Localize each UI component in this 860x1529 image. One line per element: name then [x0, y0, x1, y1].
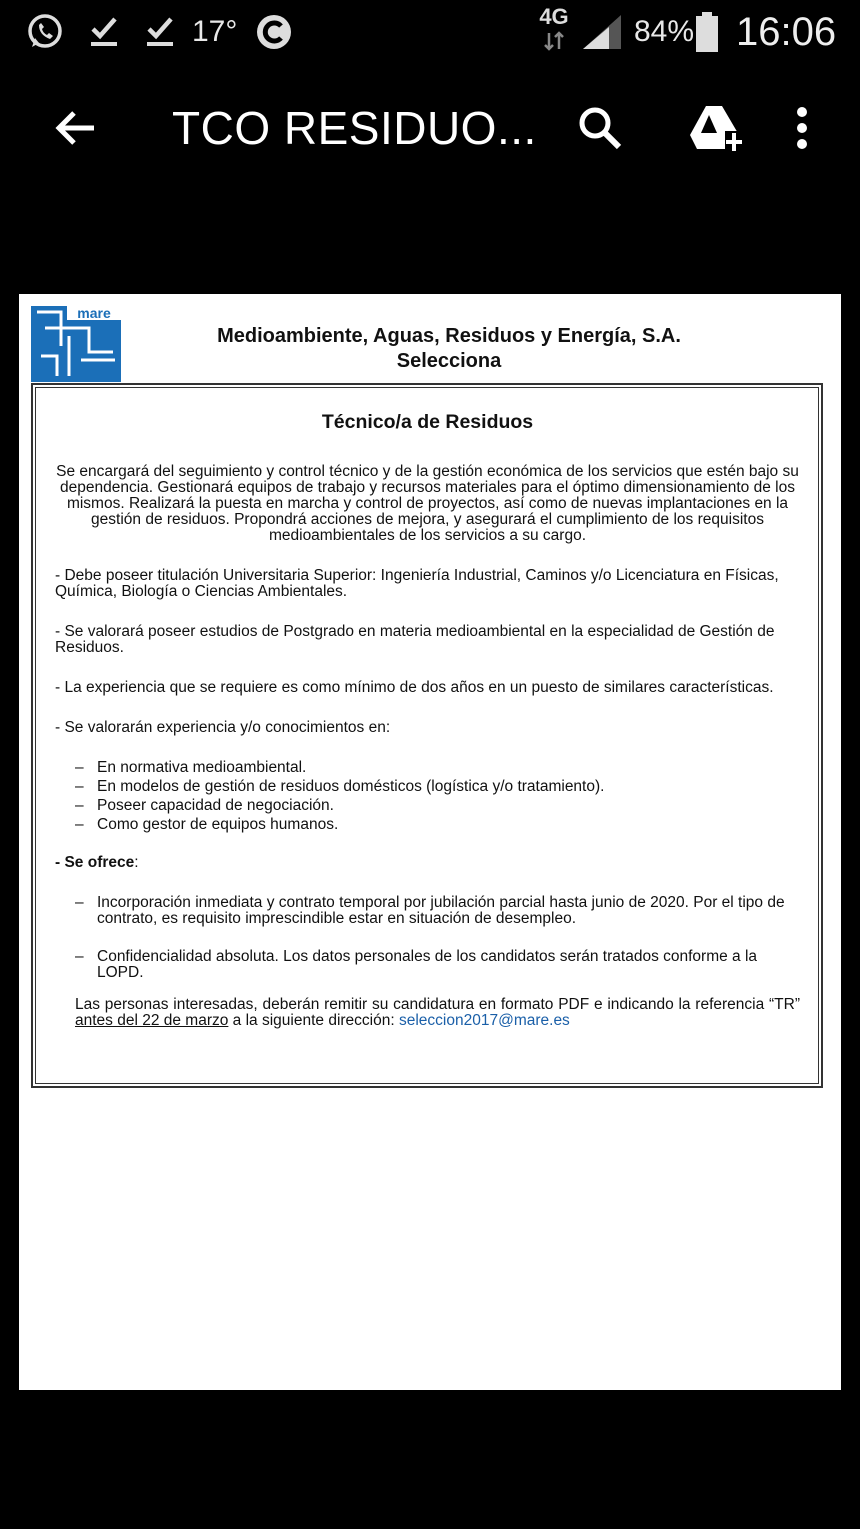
battery-icon: [694, 10, 720, 54]
document-title: TCO RESIDUO...: [172, 102, 537, 154]
add-to-drive-button[interactable]: [676, 80, 756, 176]
list-item: – Incorporación inmediata y contrato temporal por jubilación parcial hasta junio de 2020. Por el tipo de contrato, es requisito imprescindible estar en situación de desempleo.: [55, 895, 800, 927]
whatsapp-icon: [24, 12, 66, 52]
closing-paragraph: Las personas interesadas, deberán remitir su candidatura en formato PDF e indicando la referencia “TR” antes del 22 de marzo a la siguiente dirección: seleccion2017@mare.es: [75, 996, 800, 1029]
more-options-button[interactable]: [762, 80, 842, 176]
data-arrows-icon: [542, 30, 566, 52]
download-done-icon: [142, 14, 178, 50]
back-button[interactable]: [36, 80, 116, 176]
selecciona-label: Selecciona: [396, 350, 502, 372]
clock: 16:06: [736, 9, 837, 54]
drive-add-icon: [689, 103, 743, 153]
requirement-degree: - Debe poseer titulación Universitaria Superior: Ingeniería Industrial, Caminos y/o Licenciatura en Físicas, Química, Biología o Ciencias Ambientales.: [55, 567, 779, 600]
valued-intro: - Se valorarán experiencia y/o conocimientos en:: [55, 719, 391, 736]
app-bar: [0, 80, 860, 176]
battery-percent: 84%: [634, 15, 695, 48]
intro-paragraph: Se encargará del seguimiento y control técnico y de la gestión económica de los servicios que estén bajo su dependencia. Gestionará equipos de trabajo y recursos materiales para el óptimo dimensionamiento de los mismos. Realizará la puesta en marcha y control de proyectos, así como de nuevas implantaciones en la gestión de residuos. Propondrá acciones de mejora, y asegurará el cumplimiento de los requisitos medioambientales de los servicios a su cargo.: [56, 463, 799, 544]
requirement-experience: - La experiencia que se requiere es como mínimo de dos años en un puesto de similares características.: [55, 679, 774, 696]
valued-list: [55, 760, 800, 833]
email-link[interactable]: seleccion2017@mare.es: [398, 1012, 570, 1029]
job-title: Técnico/a de Residuos: [321, 411, 534, 433]
list-item: – Como gestor de equipos humanos.: [55, 817, 800, 833]
offer-heading: - Se ofrece:: [55, 854, 139, 871]
search-button[interactable]: [560, 80, 640, 176]
temperature: 17°: [192, 15, 238, 48]
svg-text:mare: mare: [77, 306, 111, 321]
back-arrow-icon: [54, 108, 98, 148]
list-item: – Poseer capacidad de negociación.: [55, 798, 800, 814]
job-offer-frame: [31, 383, 823, 1088]
document-page[interactable]: [19, 294, 841, 1390]
search-icon: [577, 105, 623, 151]
list-item: – Confidencialidad absoluta. Los datos personales de los candidatos serán tratados conforme a la LOPD.: [55, 949, 800, 981]
more-vert-icon: [795, 106, 809, 150]
download-done-icon: [86, 14, 122, 50]
company-name: Medioambiente, Aguas, Residuos y Energía, S.A.: [217, 325, 681, 347]
list-item: – En normativa medioambiental.: [55, 760, 800, 776]
status-bar: [0, 0, 860, 66]
list-item: – En modelos de gestión de residuos domésticos (logística y/o tratamiento).: [55, 779, 800, 795]
offer-list: [55, 895, 800, 981]
deadline: antes del 22 de marzo: [75, 1012, 229, 1029]
requirement-postgraduate: - Se valorará poseer estudios de Postgrado en materia medioambiental en la especialidad de Gestión de Residuos.: [55, 623, 775, 656]
sync-icon: [254, 12, 294, 52]
signal-icon: [580, 12, 624, 52]
letterhead: [169, 324, 729, 374]
mare-logo: [31, 306, 121, 382]
network-type: 4G: [539, 4, 569, 29]
